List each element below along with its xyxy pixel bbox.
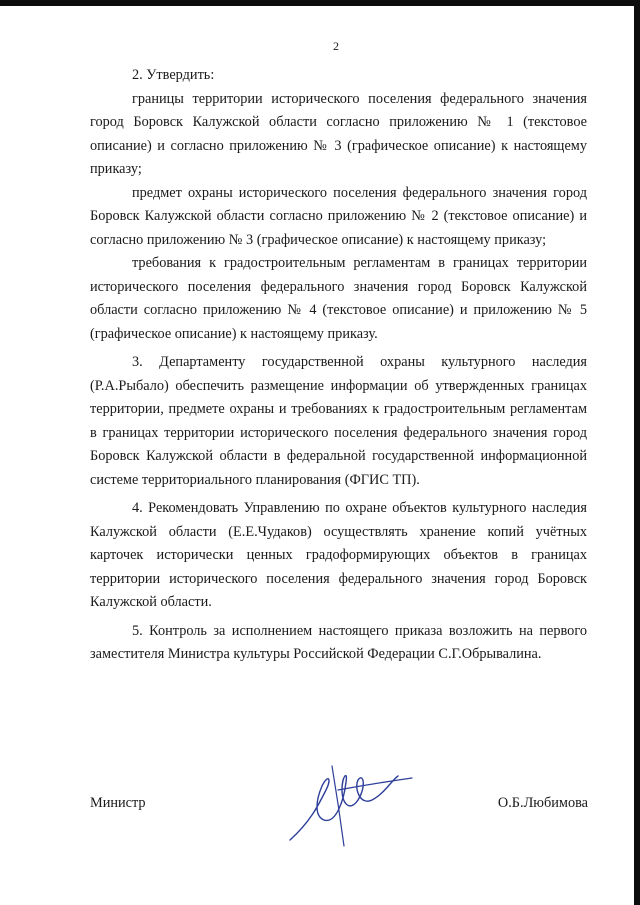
- item-2-boundaries: границы территории исторического поселения федерального значения город Боровск Калужской области согласно приложению № 1 (текстовое описание) и согласно приложению № 3 (графическое описание) к настоящему приказу;: [90, 90, 587, 177]
- signatory-title: Министр: [90, 795, 146, 811]
- signature-stroke: [290, 776, 398, 840]
- handwritten-signature: [280, 760, 420, 850]
- signature-stroke: [338, 778, 412, 790]
- item-2-heading: 2. Утвердить:: [132, 67, 215, 83]
- signature-stroke: [332, 766, 344, 846]
- page-number: 2: [333, 39, 339, 53]
- item-5-paragraph: 5. Контроль за исполнением настоящего приказа возложить на первого заместителя Министра культуры Российской Федерации С.Г.Обрывалина.: [90, 622, 587, 662]
- item-3-paragraph: 3. Департаменту государственной охраны культурного наследия (Р.А.Рыбало) обеспечить размещение информации об утвержденных границах территории, предмете охраны и требованиях к градостроительным регламентам в границах территории исторического поселения федерального значения город Боровск Калужской области в федеральной государственной информационной системе территориального планирования (ФГИС ТП).: [90, 354, 587, 488]
- signatory-name: О.Б.Любимова: [497, 795, 588, 811]
- item-2-protection-subject: предмет охраны исторического поселения федерального значения город Боровск Калужской области согласно приложению № 2 (текстовое описание) и согласно приложению № 3 (графическое описание) к настоящему приказу;: [90, 184, 587, 248]
- item-2-urban-regulations: требования к градостроительным регламентам в границах территории исторического поселения федерального значения город Боровск Калужской области согласно приложению № 4 (текстовое описание) и приложению № 5 (графическое описание) к настоящему приказу.: [90, 255, 587, 342]
- item-4-paragraph: 4. Рекомендовать Управлению по охране объектов культурного наследия Калужской области (Е.Е.Чудаков) осуществлять хранение копий учётных карточек исторически ценных градоформирующих объектов в границах территории исторического поселения федерального значения город Боровск Калужской области.: [90, 500, 587, 610]
- signature-block: [0, 760, 640, 850]
- document-body: [90, 64, 587, 667]
- scan-border-top: [0, 0, 640, 6]
